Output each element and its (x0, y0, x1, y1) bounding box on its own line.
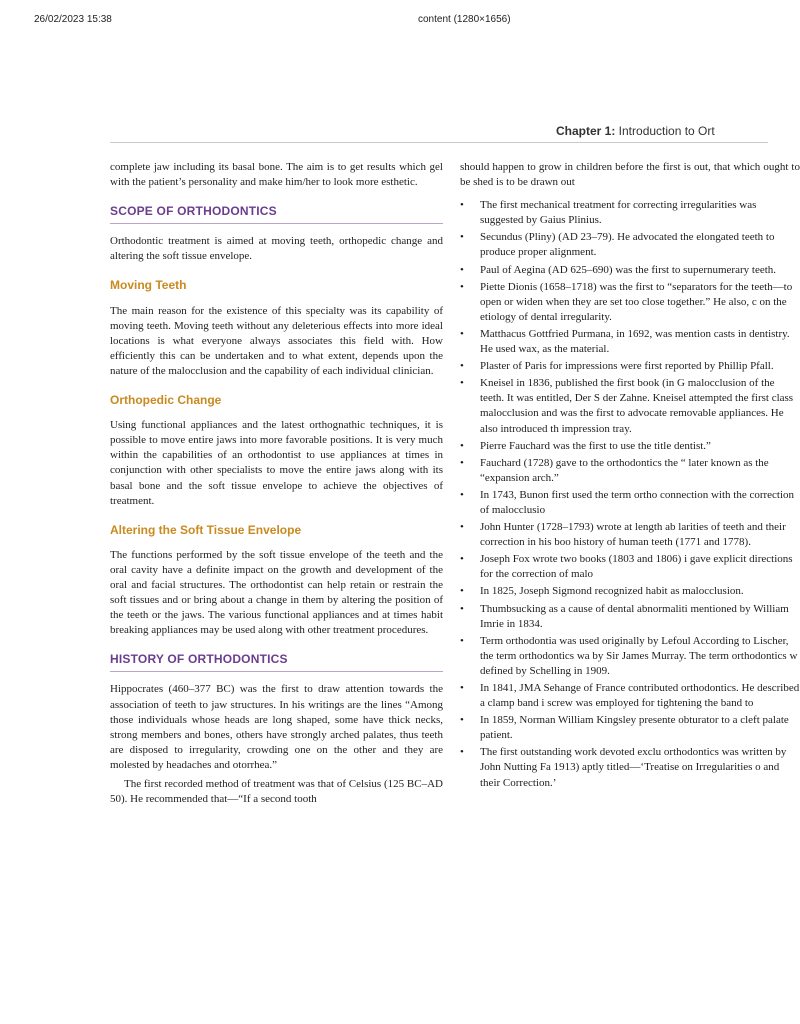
list-item: • Joseph Fox wrote two books (1803 and 1806) i gave explicit directions for the correction of malo (460, 552, 800, 582)
orthopedic-change-paragraph: Using functional appliances and the latest orthognathic techniques, it is possible to move entire jaws into more favorable positions. It is very much within the capabilities of an orthodontist to use appliances at times in conjunction with other specialists to move the entire jaws along with its basal bone and the soft tissue envelope to achieve the objectives of treatment. (110, 419, 443, 507)
scope-paragraph: Orthodontic treatment is aimed at moving teeth, orthopedic change and altering the soft tissue envelope. (110, 235, 443, 263)
history-paragraph-2: The first recorded method of treatment was that of Celsius (125 BC–AD 50). He recommended that—“If a second tooth (110, 778, 443, 806)
scope-heading: SCOPE OF ORTHODONTICS (110, 204, 443, 224)
right-column (460, 160, 800, 791)
history-paragraph: Hippocrates (460–377 BC) was the first to draw attention towards the association of teeth to jaw structures. In his writings are the lines “Among those individuals whose heads are long shaped, some have thick necks, strong members and bones, others have strongly arched palates, thus teeth are disposed to irregularity, crowding one on the other and they are molested by headaches and otorrhea.” (110, 683, 443, 771)
list-item: • Paul of Aegina (AD 625–690) was the first to supernumerary teeth. (460, 263, 800, 278)
chapter-label: Chapter 1: (556, 124, 616, 138)
orthopedic-change-heading: Orthopedic Change (110, 393, 222, 408)
list-item: • In 1841, JMA Sehange of France contributed orthodontics. He described a clamp band i screw was employed for tightening the band to (460, 681, 800, 711)
list-item: • Kneisel in 1836, published the first book (in G malocclusion of the teeth. It was entitled, Der S der Zahne. Kneisel attempted the first class malocclusion and was the first to advocate removable appliances. He also introduced th impression tray. (460, 376, 800, 436)
left-intro-paragraph: complete jaw including its basal bone. The aim is to get results which gel with the patient’s personality and make him/her to look more esthetic. (110, 161, 443, 189)
print-title: content (1280×1656) (418, 14, 511, 25)
list-item: • The first outstanding work devoted exclu orthodontics was written by John Nutting Fa 1913) aptly titled—‘Treatise on Irregularities o and their Correction.’ (460, 745, 800, 790)
chapter-divider (110, 142, 768, 143)
print-header (34, 14, 748, 30)
list-item: • Thumbsucking as a cause of dental abnormaliti mentioned by William Imrie in 1834. (460, 602, 800, 632)
list-item: • Secundus (Pliny) (AD 23–79). He advocated the elongated teeth to produce proper alignment. (460, 230, 800, 260)
chapter-header (556, 124, 715, 138)
list-item: • Piette Dionis (1658–1718) was the first to “separators for the teeth—to open or widen when they are set too close together.” He also, c on the etiology of dental irregularity. (460, 280, 800, 325)
soft-tissue-paragraph: The functions performed by the soft tissue envelope of the teeth and the oral cavity have a definite impact on the growth and development of the oral and facial structures. The orthodontist can help retain or restrain the soft tissues and or bring about a change in them by altering the position of the teeth or the jaws. The various functional appliances and at times habit breaking appliances may be used along with other treatment procedures. (110, 548, 443, 637)
list-item: • Plaster of Paris for impressions were first reported by Phillip Pfall. (460, 359, 800, 374)
list-item: • Term orthodontia was used originally by Lefoul According to Lischer, the term orthodontics wa by Sir James Murray. The term orthodontics w defined by Schelling in 1909. (460, 634, 800, 679)
list-item: • Matthacus Gottfried Purmana, in 1692, was mention casts in dentistry. He used wax, as the material. (460, 327, 800, 357)
soft-tissue-heading: Altering the Soft Tissue Envelope (110, 522, 302, 537)
right-intro-paragraph: should happen to grow in children before the first is out, that which ought to be shed is to be drawn out (460, 161, 800, 189)
right-column-viewport (460, 155, 800, 935)
list-item: • In 1825, Joseph Sigmond recognized habit as malocclusion. (460, 584, 800, 599)
list-item: • Pierre Fauchard was the first to use the title dentist.” (460, 439, 800, 454)
list-item: • In 1859, Norman William Kingsley presente obturator to a cleft palate patient. (460, 713, 800, 743)
history-heading: HISTORY OF ORTHODONTICS (110, 652, 443, 672)
list-item: • The first mechanical treatment for correcting irregularities was suggested by Gaius Plinius. (460, 198, 800, 228)
list-item: • John Hunter (1728–1793) wrote at length ab larities of teeth and their correction in his boo history of human teeth (1771 and 1778). (460, 520, 800, 550)
moving-teeth-heading: Moving Teeth (110, 278, 187, 293)
chapter-title: Introduction to Ort (615, 124, 715, 138)
left-column (110, 160, 443, 815)
print-datetime: 26/02/2023 15:38 (34, 14, 112, 25)
history-bullet-list (460, 198, 800, 790)
moving-teeth-paragraph: The main reason for the existence of this specialty was its capability of moving teeth. Moving teeth without any deleterious effects into more ideal locations is what everyone always associates this field with. How efficiently this can be undertaken and to what extent, depends upon the nature of the malocclusion and the capability of each individual clinician. (110, 304, 443, 377)
list-item: • In 1743, Bunon first used the term ortho connection with the correction of malocclusio (460, 488, 800, 518)
list-item: • Fauchard (1728) gave to the orthodontics the “ later known as the “expansion arch.” (460, 456, 800, 486)
